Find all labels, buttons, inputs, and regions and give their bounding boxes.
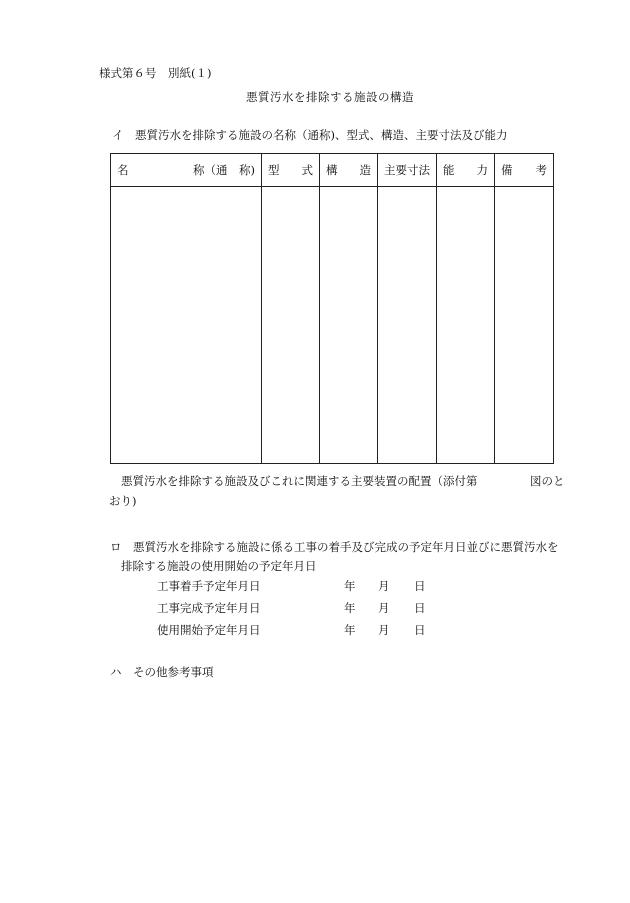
table-entry-row bbox=[111, 187, 554, 464]
column-header-name: 名 称（通 称) bbox=[111, 154, 262, 187]
schedule-day-use: 日 bbox=[414, 623, 426, 637]
document-title: 悪質汚水を排除する施設の構造 bbox=[246, 90, 414, 104]
schedule-label-start: 工事着手予定年月日 bbox=[157, 579, 261, 593]
cell-dimensions[interactable] bbox=[378, 187, 437, 464]
schedule-label-complete: 工事完成予定年月日 bbox=[157, 601, 261, 615]
arrangement-text-2: 図のと bbox=[530, 474, 565, 488]
section-ha-heading: ハ その他参考事項 bbox=[110, 665, 214, 679]
schedule-year-start: 年 bbox=[344, 579, 356, 593]
schedule-label-use: 使用開始予定年月日 bbox=[157, 623, 261, 637]
arrangement-text-3: おり) bbox=[109, 494, 137, 508]
arrangement-text-1: 悪質汚水を排除する施設及びこれに関連する主要装置の配置（添付第 bbox=[121, 474, 478, 488]
form-id: 様式第６号 別紙(１) bbox=[99, 66, 212, 80]
cell-capacity[interactable] bbox=[437, 187, 495, 464]
schedule-month-use: 月 bbox=[378, 623, 390, 637]
facility-table bbox=[110, 153, 554, 464]
schedule-month-start: 月 bbox=[378, 579, 390, 593]
section-ro-heading-cont: 排除する施設の使用開始の予定年月日 bbox=[121, 559, 317, 573]
column-header-remarks: 備 考 bbox=[495, 154, 554, 187]
schedule-month-complete: 月 bbox=[378, 601, 390, 615]
section-i-heading: イ 悪質汚水を排除する施設の名称（通称)、型式、構造、主要寸法及び能力 bbox=[112, 128, 508, 142]
column-header-type: 型 式 bbox=[262, 154, 320, 187]
schedule-year-complete: 年 bbox=[344, 601, 356, 615]
cell-remarks[interactable] bbox=[495, 187, 554, 464]
cell-name[interactable] bbox=[111, 187, 262, 464]
column-header-structure: 構 造 bbox=[320, 154, 378, 187]
schedule-day-start: 日 bbox=[414, 579, 426, 593]
column-header-capacity: 能 力 bbox=[437, 154, 495, 187]
section-ro-heading: ロ 悪質汚水を排除する施設に係る工事の着手及び完成の予定年月日並びに悪質汚水を bbox=[110, 540, 559, 554]
column-header-dimensions: 主要寸法 bbox=[378, 154, 437, 187]
cell-type[interactable] bbox=[262, 187, 320, 464]
schedule-day-complete: 日 bbox=[414, 601, 426, 615]
schedule-year-use: 年 bbox=[344, 623, 356, 637]
cell-structure[interactable] bbox=[320, 187, 378, 464]
table-header-row bbox=[111, 154, 554, 187]
